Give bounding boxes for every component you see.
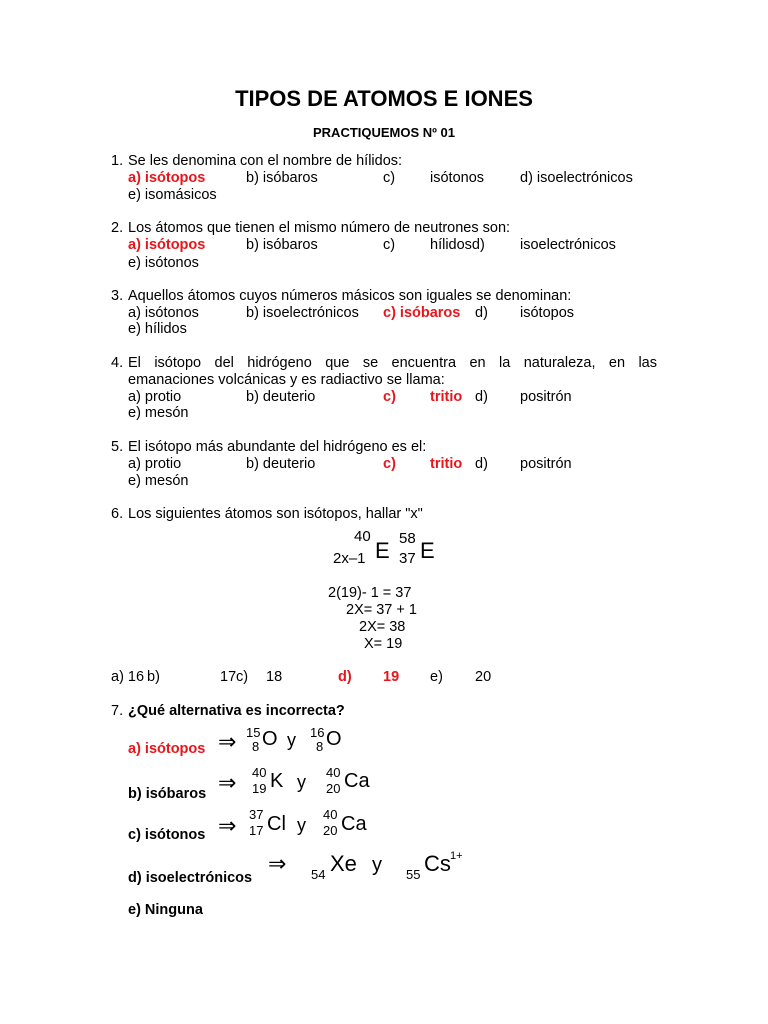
option-b: b) deuterio [246, 389, 316, 405]
option-b: b) deuterio [246, 456, 316, 472]
conjunction: y [297, 772, 306, 792]
work-line: 2X= 38 [359, 619, 406, 635]
option-c-text: isótonos [430, 170, 485, 186]
option-c: c) [383, 237, 396, 253]
mass-number: 40 [354, 528, 371, 545]
question-text-line-1: El isótopo del hidrógeno que se encuentra en la naturaleza, en las [128, 355, 657, 371]
element-symbol: O [262, 728, 278, 750]
option-d-text: isoelectrónicos [520, 237, 616, 253]
atomic-number: 8 [252, 739, 260, 754]
question-number: 3. [111, 288, 124, 304]
option-a: a) protio [128, 389, 182, 405]
option-b-value: 17 [220, 669, 237, 685]
option-c: c) isóbaros [383, 305, 461, 321]
option-b: b) [147, 669, 160, 685]
option-c: c) [236, 669, 249, 685]
mass-number: 58 [399, 530, 416, 547]
question-text: ¿Qué alternativa es incorrecta? [128, 703, 345, 719]
option-b: b) isóbaros [246, 170, 318, 186]
mass-number: 40 [323, 807, 338, 822]
option-a: a) isótopos [128, 741, 206, 757]
conjunction: y [297, 815, 306, 835]
atomic-number: 54 [311, 867, 326, 882]
atomic-number: 8 [316, 739, 324, 754]
atomic-number: 2x–1 [333, 550, 366, 567]
option-e: e) [430, 669, 443, 685]
question-text-line-2: emanaciones volcánicas y es radiactivo se llama: [128, 372, 445, 388]
option-d-text: positrón [520, 456, 572, 472]
atomic-number: 17 [249, 823, 264, 838]
option-d: d) [475, 389, 488, 405]
atomic-number: 20 [326, 781, 341, 796]
option-c: c) isótonos [128, 827, 206, 843]
option-d: d) [475, 456, 488, 472]
option-e-value: 20 [475, 669, 492, 685]
mass-number: 40 [326, 765, 341, 780]
option-e: e) mesón [128, 405, 189, 421]
option-e: e) mesón [128, 473, 189, 489]
option-d: d) [475, 305, 488, 321]
option-e: e) Ninguna [128, 902, 203, 918]
element-symbol: E [375, 538, 390, 563]
question-number: 1. [111, 153, 124, 169]
option-b: b) isóbaros [128, 786, 207, 802]
option-e: e) isótonos [128, 255, 199, 271]
element-symbol: Cl [267, 813, 286, 835]
option-c: c) [383, 456, 396, 472]
implies-arrow-icon: ⇒ [218, 813, 237, 838]
element-symbol: Ca [341, 813, 367, 835]
atomic-number: 19 [252, 781, 267, 796]
option-c-value: 18 [266, 669, 283, 685]
ion-charge: 1+ [450, 850, 463, 862]
option-c-text: tritio [430, 389, 463, 405]
question-number: 5. [111, 439, 124, 455]
option-e: e) isomásicos [128, 187, 217, 203]
option-d: d) isoelectrónicos [520, 170, 633, 186]
option-d: d) [338, 669, 352, 685]
question-text: Los siguientes átomos son isótopos, hallar "x" [128, 506, 423, 522]
question-text: Los átomos que tienen el mismo número de neutrones son: [128, 220, 511, 236]
element-symbol: Cs [424, 851, 451, 876]
mass-number: 15 [246, 725, 261, 740]
question-text: El isótopo más abundante del hidrógeno es el: [128, 439, 427, 455]
implies-arrow-icon: ⇒ [218, 729, 237, 754]
work-line: X= 19 [364, 636, 403, 652]
work-line: 2X= 37 + 1 [346, 602, 417, 618]
option-d-value: 19 [383, 669, 400, 685]
conjunction: y [287, 730, 296, 750]
implies-arrow-icon: ⇒ [218, 770, 237, 795]
page-subtitle: PRACTIQUEMOS Nº 01 [313, 125, 455, 140]
implies-arrow-icon: ⇒ [268, 851, 287, 876]
option-b: b) isoelectrónicos [246, 305, 359, 321]
option-d-text: isótopos [520, 305, 575, 321]
option-c-text: hílidosd) [430, 237, 485, 253]
element-symbol: Ca [344, 770, 370, 792]
question-number: 4. [111, 355, 124, 371]
option-c: c) [383, 170, 396, 186]
atomic-number: 55 [406, 867, 421, 882]
option-a: a) 16 [111, 669, 145, 685]
mass-number: 40 [252, 765, 267, 780]
option-b: b) isóbaros [246, 237, 318, 253]
option-c-text: tritio [430, 456, 463, 472]
option-a: a) isótonos [128, 305, 199, 321]
option-a: a) protio [128, 456, 182, 472]
element-symbol: K [270, 770, 284, 792]
page-title: TIPOS DE ATOMOS E IONES [235, 86, 533, 111]
option-a: a) isótopos [128, 237, 206, 253]
mass-number: 16 [310, 725, 325, 740]
atomic-number: 20 [323, 823, 338, 838]
option-a: a) isótopos [128, 170, 206, 186]
question-number: 7. [111, 703, 124, 719]
question-text: Aquellos átomos cuyos números másicos son iguales se denominan: [128, 288, 572, 304]
option-d: d) isoelectrónicos [128, 870, 253, 886]
mass-number: 37 [249, 807, 264, 822]
atomic-number: 37 [399, 550, 416, 567]
element-symbol: O [326, 728, 342, 750]
option-c: c) [383, 389, 396, 405]
question-number: 2. [111, 220, 124, 236]
element-symbol: Xe [330, 851, 357, 876]
option-e: e) hílidos [128, 321, 187, 337]
work-line: 2(19)- 1 = 37 [328, 585, 412, 601]
option-d-text: positrón [520, 389, 572, 405]
conjunction: y [372, 854, 382, 876]
question-number: 6. [111, 506, 124, 522]
element-symbol: E [420, 538, 435, 563]
question-text: Se les denomina con el nombre de hílidos: [128, 153, 403, 169]
